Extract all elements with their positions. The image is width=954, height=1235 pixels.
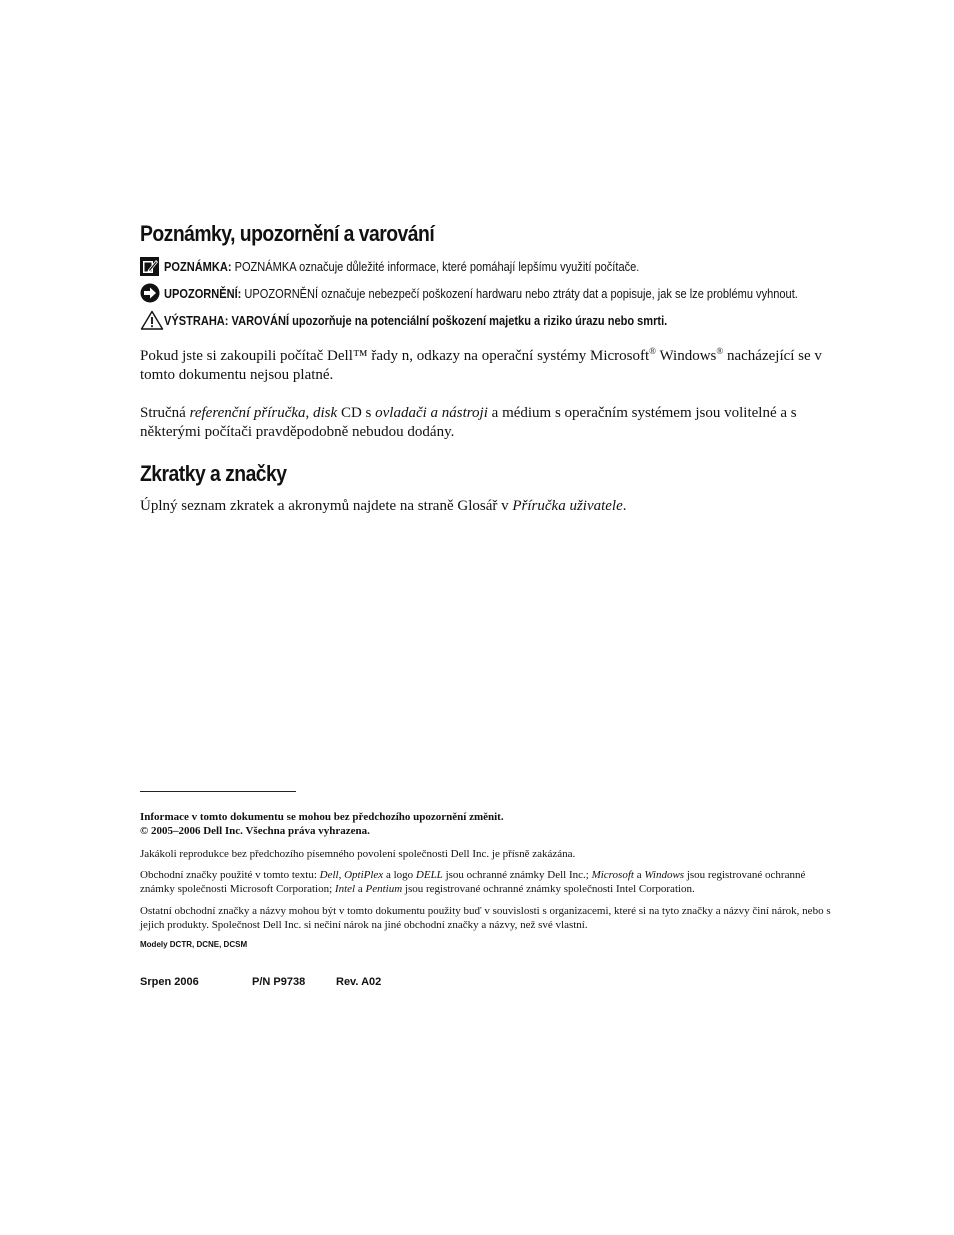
footer-models: Modely DCTR, DCNE, DCSM (140, 940, 248, 949)
warning-text: VAROVÁNÍ upozorňuje na potenciální poškození majetku a riziko úrazu nebo smrti. (228, 312, 668, 328)
text-run: Stručná (140, 405, 190, 421)
text-run: a (355, 883, 366, 895)
warning-label: VÝSTRAHA: (164, 312, 229, 328)
footer-notice (140, 810, 840, 838)
note-text: POZNÁMKA označuje důležité informace, které pomáhají lepšímu využití počítače. (231, 258, 640, 274)
footer-revision: Rev. A02 (336, 976, 382, 988)
section-title-abbreviations: Zkratky a značky (140, 461, 287, 486)
italic-run: Microsoft (591, 869, 634, 881)
caution-notice (140, 283, 910, 303)
text-run: a (633, 869, 645, 881)
registered-mark: ® (649, 346, 657, 356)
text-run: Pokud jste si zakoupili počítač Dell™ řady n, odkazy na operační systémy Microsoft (140, 348, 650, 364)
italic-run: referenční příručka (189, 405, 306, 421)
section-title-notes: Poznámky, upozornění a varování (140, 221, 435, 246)
footer-part-number: P/N P9738 (252, 976, 306, 988)
text-run: , (338, 869, 345, 881)
footer-change-notice: Informace v tomto dokumentu se mohou bez předchozího upozornění změnit. (140, 811, 504, 823)
footer-reproduction: Jakákoli reprodukce bez předchozího písemného povolení společnosti Dell Inc. je přísně zakázána. (140, 848, 576, 860)
italic-run: OptiPlex (344, 869, 384, 881)
text-run: Úplný seznam zkratek a akronymů najdete na straně Glosář v (140, 498, 513, 514)
italic-run: Pentium (365, 883, 403, 895)
text-run: nacházející se v tomto dokumentu nejsou platné. (140, 348, 822, 383)
caution-label: UPOZORNĚNÍ: (164, 285, 242, 301)
note-notice (140, 256, 723, 276)
footer-other-trademarks: Ostatní obchodní značky a názvy mohou být v tomto dokumentu použity buď v souvislosti s organizacemi, které si na tyto značky a názvy činí nárok, nebo s jejich produkty. Společnost Dell Inc. si nečiní nárok na jiné obchodní značky a názvy, než své vlastní. (140, 905, 831, 931)
text-run: jsou ochranné známky Dell Inc.; (442, 869, 592, 881)
text-run: a médium s operačním systémem jsou volitelné a s některými počítači pravděpodobně nebudou dodány. (140, 405, 797, 440)
caution-text: UPOZORNĚNÍ označuje nebezpečí poškození hardwaru nebo ztráty dat a popisuje, jak se lze problému vyhnout. (241, 285, 798, 301)
text-run: Windows (656, 348, 717, 364)
italic-run: DELL (415, 869, 443, 881)
pencil-note-icon (140, 256, 164, 276)
text-run: jsou registrované ochranné známky společnosti Microsoft Corporation; (140, 869, 806, 895)
footer-date: Srpen 2006 (140, 976, 199, 988)
text-run: a logo (383, 869, 416, 881)
italic-run: Příručka uživatele (512, 498, 623, 514)
italic-run: Dell (319, 869, 339, 881)
italic-run: ovladači a nástroji (375, 405, 488, 421)
note-label: POZNÁMKA: (164, 258, 232, 274)
footer-trademarks (140, 868, 840, 896)
paragraph-microsoft-note (140, 347, 840, 385)
italic-run: Windows (644, 869, 685, 881)
registered-mark: ® (716, 346, 724, 356)
paragraph-glossary (140, 497, 840, 516)
text-run: . (622, 498, 627, 514)
italic-run: Intel (334, 883, 356, 895)
text-run: CD s (337, 405, 376, 421)
text-run: jsou registrované ochranné známky společnosti Intel Corporation. (402, 883, 695, 895)
text-run: Obchodní značky použité v tomto textu: (140, 869, 320, 881)
paragraph-optional-media (140, 404, 840, 442)
footer-divider (140, 791, 296, 792)
caution-arrow-icon (140, 283, 164, 303)
text-run: , (305, 405, 314, 421)
warning-triangle-icon (140, 310, 164, 330)
italic-run: disk (313, 405, 338, 421)
footer-copyright: © 2005–2006 Dell Inc. Všechna práva vyhrazena. (140, 825, 370, 837)
warning-notice (140, 310, 756, 330)
